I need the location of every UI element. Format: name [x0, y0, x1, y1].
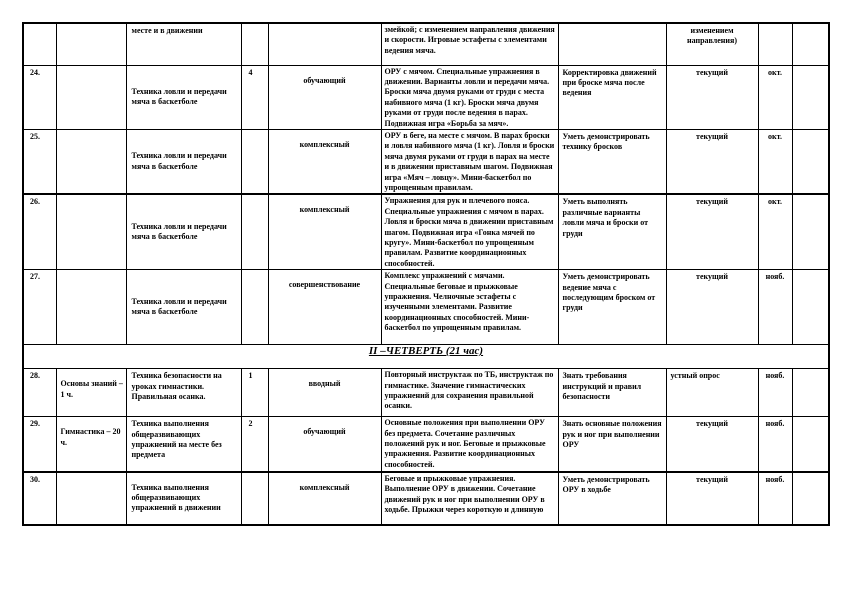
- cell-control: изменением направления): [666, 23, 758, 65]
- cell-number: 28.: [23, 369, 56, 417]
- cell-number: 29.: [23, 417, 56, 472]
- cell-extra: [792, 472, 829, 525]
- cell-date: нояб.: [758, 270, 792, 345]
- cell-lesson-type: комплексный: [268, 129, 381, 194]
- cell-lesson-type: комплексный: [268, 194, 381, 269]
- cell-section: Гимнастика – 20 ч.: [56, 417, 126, 472]
- cell-hours: 2: [241, 417, 268, 472]
- cell-extra: [792, 129, 829, 194]
- cell-section: [56, 23, 126, 65]
- cell-date: окт.: [758, 129, 792, 194]
- cell-lesson-type: обучающий: [268, 65, 381, 129]
- cell-content: ОРУ с мячом. Специальные упражнения в движении. Варианты ловли и передачи мяча. Броски мяча двумя руками от груди с места набивного мяча (1 кг). Броски мяча двумя руками от груди после ведения в парах. Подвижная игра «Борьба за мяч».: [381, 65, 558, 129]
- cell-extra: [792, 417, 829, 472]
- cell-control: текущий: [666, 129, 758, 194]
- cell-control: устный опрос: [666, 369, 758, 417]
- cell-content: Основные положения при выполнении ОРУ без предмета. Сочетание различных положений рук и ног. Беговые и прыжковые упражнения. Развитие координационных способностей.: [381, 417, 558, 472]
- cell-extra: [792, 369, 829, 417]
- cell-section: [56, 65, 126, 129]
- lesson-plan-table: [22, 22, 830, 526]
- cell-extra: [792, 194, 829, 269]
- quarter-banner: II –ЧЕТВЕРТЬ (21 час): [23, 345, 829, 369]
- cell-topic: Техника выполнения общеразвивающих упражнений в движении: [126, 472, 241, 525]
- cell-control: текущий: [666, 472, 758, 525]
- cell-hours: 4: [241, 65, 268, 129]
- table-row: [23, 23, 829, 65]
- cell-extra: [792, 65, 829, 129]
- cell-requirements: Уметь демонстрировать технику бросков: [558, 129, 666, 194]
- cell-topic: Техника ловли и передачи мяча в баскетболе: [126, 270, 241, 345]
- cell-hours: [241, 194, 268, 269]
- cell-section: [56, 194, 126, 269]
- cell-content: Упражнения для рук и плечевого пояса. Специальные упражнения с мячом в парах. Ловля и броски мяча в движении приставным шагом. Подвижная игра «Гонка мячей по кругу». Мини-баскетбол по упрощенным правилам. Развитие координационных способностей.: [381, 194, 558, 269]
- cell-requirements: Уметь демонстрировать ОРУ в ходьбе: [558, 472, 666, 525]
- cell-date: окт.: [758, 194, 792, 269]
- cell-date: окт.: [758, 65, 792, 129]
- table-row: [23, 417, 829, 472]
- cell-requirements: Уметь выполнять различные варианты ловли мяча и броски от груди: [558, 194, 666, 269]
- cell-content: ОРУ в беге, на месте с мячом. В парах броски и ловля набивного мяча (1 кг). Ловля и броски мяча двумя руками от груди в парах на месте и в движении приставным шагом. Подвижная игра «Мяч – ловцу». Мини-баскетбол по упрощенным правилам.: [381, 129, 558, 194]
- cell-content: Беговые и прыжковые упражнения. Выполнение ОРУ в движении. Сочетание движений рук и ног при выполнении ОРУ в ходьбе. Прыжки через короткую и длинную: [381, 472, 558, 525]
- cell-topic: месте и в движении: [126, 23, 241, 65]
- cell-number: 24.: [23, 65, 56, 129]
- cell-requirements: Корректировка движений при броске мяча после ведения: [558, 65, 666, 129]
- cell-date: нояб.: [758, 472, 792, 525]
- cell-topic: Техника безопасности на уроках гимнастики. Правильная осанка.: [126, 369, 241, 417]
- cell-topic: Техника выполнения общеразвивающих упражнений на месте без предмета: [126, 417, 241, 472]
- cell-topic: Техника ловли и передачи мяча в баскетболе: [126, 129, 241, 194]
- cell-section: Основы знаний – 1 ч.: [56, 369, 126, 417]
- cell-section: [56, 129, 126, 194]
- cell-requirements: Уметь демонстрировать ведение мяча с последующим броском от груди: [558, 270, 666, 345]
- cell-content: змейкой; с изменением направления движения и скорости. Игровые эстафеты с элементами ведения мяча.: [381, 23, 558, 65]
- table-row: [23, 129, 829, 194]
- cell-section: [56, 472, 126, 525]
- quarter-banner-row: [23, 345, 829, 369]
- cell-extra: [792, 270, 829, 345]
- cell-hours: [241, 129, 268, 194]
- cell-topic: Техника ловли и передачи мяча в баскетболе: [126, 194, 241, 269]
- cell-number: [23, 23, 56, 65]
- cell-requirements: Знать основные положения рук и ног при выполнении ОРУ: [558, 417, 666, 472]
- table-row: [23, 270, 829, 345]
- cell-lesson-type: [268, 23, 381, 65]
- cell-number: 30.: [23, 472, 56, 525]
- cell-extra: [792, 23, 829, 65]
- cell-hours: [241, 23, 268, 65]
- cell-section: [56, 270, 126, 345]
- table-row: [23, 369, 829, 417]
- cell-number: 27.: [23, 270, 56, 345]
- cell-date: нояб.: [758, 369, 792, 417]
- cell-control: текущий: [666, 65, 758, 129]
- cell-topic: Техника ловли и передачи мяча в баскетболе: [126, 65, 241, 129]
- cell-number: 25.: [23, 129, 56, 194]
- cell-requirements: [558, 23, 666, 65]
- cell-lesson-type: вводный: [268, 369, 381, 417]
- cell-requirements: Знать требования инструкций и правил безопасности: [558, 369, 666, 417]
- cell-date: [758, 23, 792, 65]
- cell-content: Повторный инструктаж по ТБ, инструктаж по гимнастике. Значение гимнастических упражнений для сохранения правильной осанки.: [381, 369, 558, 417]
- cell-number: 26.: [23, 194, 56, 269]
- cell-lesson-type: совершенствование: [268, 270, 381, 345]
- table-row: [23, 194, 829, 269]
- cell-control: текущий: [666, 417, 758, 472]
- cell-hours: [241, 472, 268, 525]
- cell-control: текущий: [666, 270, 758, 345]
- cell-content: Комплекс упражнений с мячами. Специальные беговые и прыжковые упражнения. Челночные эстафеты с изученными элементами. Развитие координационных способностей. Мини-баскетбол по упрощенным правилам.: [381, 270, 558, 345]
- cell-hours: 1: [241, 369, 268, 417]
- cell-control: текущий: [666, 194, 758, 269]
- table-row: [23, 472, 829, 525]
- cell-date: нояб.: [758, 417, 792, 472]
- table-row: [23, 65, 829, 129]
- cell-lesson-type: комплексный: [268, 472, 381, 525]
- cell-hours: [241, 270, 268, 345]
- cell-lesson-type: обучающий: [268, 417, 381, 472]
